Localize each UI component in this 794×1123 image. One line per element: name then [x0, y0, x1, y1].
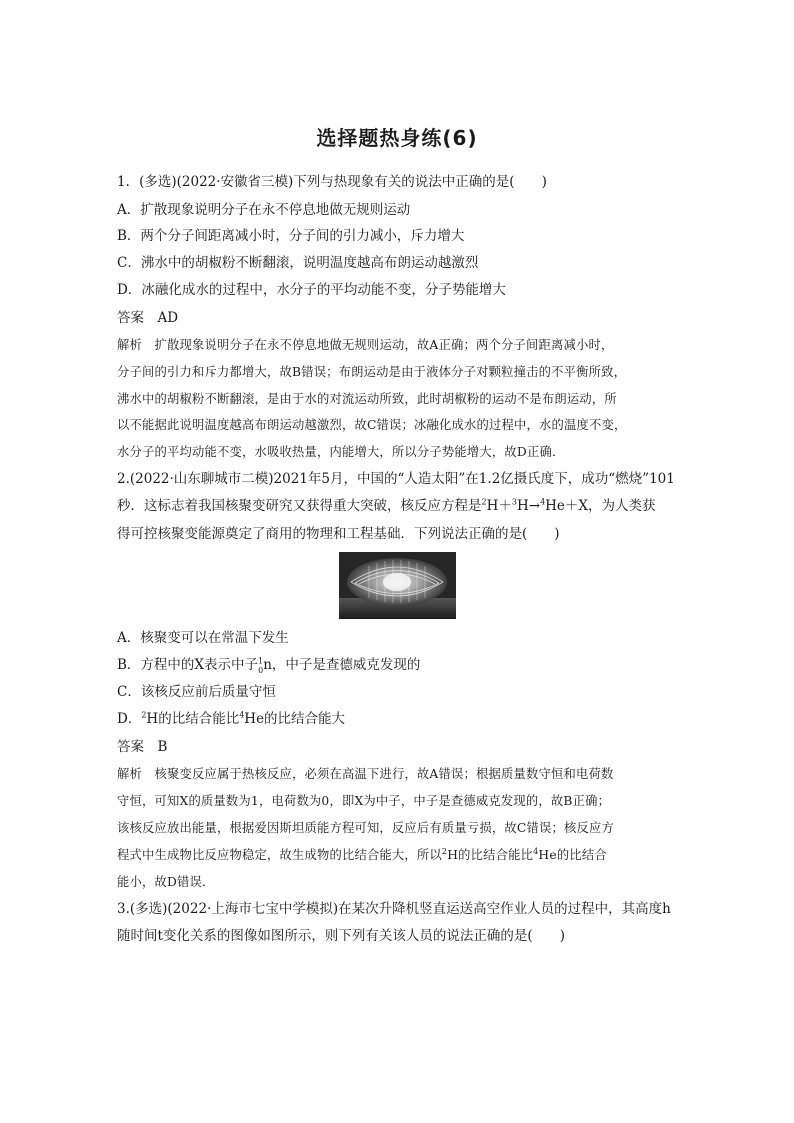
q2-analysis-line: 该核反应放出能量，根据爱因斯坦质能方程可知，反应后有质量亏损，故C错误；核反应方 [117, 821, 614, 835]
q1-option-d: D．冰融化成水的过程中，水分子的平均动能不变，分子势能增大 [117, 282, 506, 298]
fusion-device-image [339, 552, 456, 619]
q2-analysis-line: 能小，故D错误． [117, 875, 215, 889]
q2-answer [117, 737, 687, 757]
q2-option-b: B．方程中的X表示中子$^1_0$n，中子是查德威克发现的 [117, 656, 421, 675]
q3-stem-line: 3.(多选)(2022·上海市七宝中学模拟)在某次升降机竖直运送高空作业人员的过程中，其高度h [117, 901, 671, 917]
q1-stem: 1．(多选)(2022·安徽省三模)下列与热现象有关的说法中正确的是( ) [117, 174, 547, 190]
q1-option-a: A．扩散现象说明分子在永不停息地做无规则运动 [117, 202, 411, 218]
q2-analysis-line: 程式中生成物比反应物稳定，故生成物的比结合能大，所以$^2$H的比结合能比$^4$He的比结合 [117, 846, 607, 862]
q1-analysis-line: 分子间的引力和斥力都增大，故B错误；布朗运动是由于液体分子对颗粒撞击的不平衡所致， [117, 365, 627, 379]
answer-label: 答案 [117, 310, 144, 326]
q3-stem-line: 随时间t变化关系的图像如图所示，则下列有关该人员的说法正确的是( ) [117, 928, 565, 944]
analysis-label: 解析 [117, 338, 142, 352]
q2-analysis-line: 解析 核聚变反应属于热核反应，必须在高温下进行，故A错误；根据质量数守恒和电荷数 [117, 767, 614, 781]
tokamak-illustration [339, 552, 456, 619]
page-title: 选择题热身练(6) [316, 126, 478, 150]
q1-analysis-line: 以不能据此说明温度越高布朗运动越激烈，故C错误；冰融化成水的过程中，水的温度不变， [117, 418, 627, 432]
q2-option-a: A．核聚变可以在常温下发生 [117, 630, 289, 646]
q1-analysis-line: 沸水中的胡椒粉不断翻滚，是由于水的对流运动所致，此时胡椒粉的运动不是布朗运动，所 [117, 392, 617, 406]
q2-stem-line: 秒．这标志着我国核聚变研究又获得重大突破，核反应方程是$^2$H＋$^3$H→$^4$He＋X，为人类获 [117, 497, 656, 514]
q1-option-b: B．两个分子间距离减小时，分子间的引力减小，斥力增大 [117, 228, 465, 244]
answer-value: AD [157, 310, 179, 326]
answer-label: 答案 [117, 739, 144, 755]
q1-analysis-line: 水分子的平均动能不变，水吸收热量，内能增大，所以分子势能增大，故D正确． [117, 445, 565, 459]
q1-answer [117, 308, 687, 328]
q2-option-d: D．$^2$H的比结合能比$^4$He的比结合能大 [117, 710, 346, 727]
q2-analysis-line: 守恒，可知X的质量数为1，电荷数为0，即X为中子，中子是查德威克发现的，故B正确； [117, 794, 611, 808]
q2-stem-line: 得可控核聚变能源奠定了商用的物理和工程基础．下列说法正确的是( ) [117, 526, 560, 542]
answer-value: B [157, 739, 168, 755]
q1-option-c: C．沸水中的胡椒粉不断翻滚，说明温度越高布朗运动越激烈 [117, 255, 479, 271]
q2-stem-line: 2.(2022·山东聊城市二模)2021年5月，中国的“人造太阳”在1.2亿摄氏度下，成功“燃烧”101 [117, 471, 675, 487]
q1-analysis-line: 解析 扩散现象说明分子在永不停息地做无规则运动，故A正确；两个分子间距离减小时， [117, 338, 614, 352]
analysis-label: 解析 [117, 767, 142, 781]
q2-option-c: C．该核反应前后质量守恒 [117, 684, 276, 700]
